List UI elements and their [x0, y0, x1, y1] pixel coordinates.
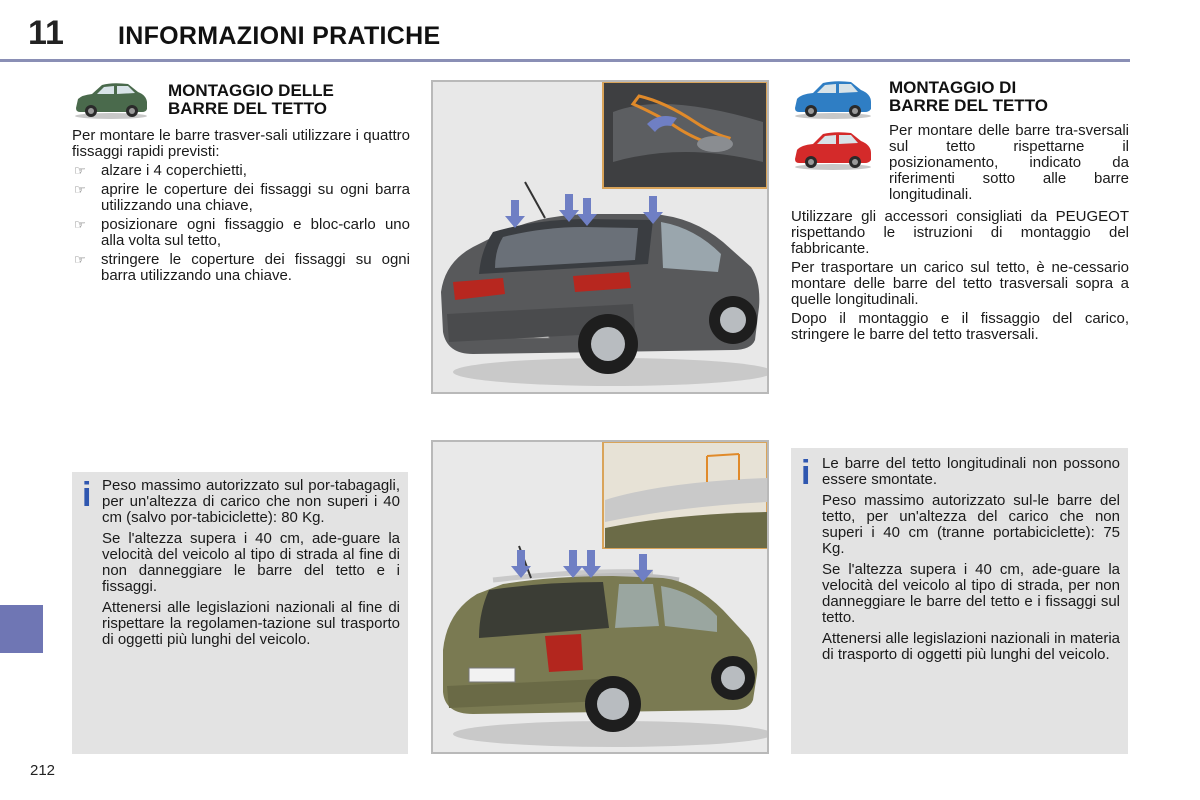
info-paragraph: Le barre del tetto longitudinali non possono essere smontate. [822, 455, 1120, 488]
right-section [791, 78, 1129, 346]
right-section-title-line2: BARRE DEL TETTO [889, 96, 1048, 115]
right-section-paragraph: Dopo il montaggio e il fissaggio del carico, stringere le barre del tetto trasversali. [791, 310, 1129, 343]
page-number: 212 [30, 762, 56, 779]
info-paragraph: Attenersi alle legislazioni nazionali al fine di rispettare la regolamen-tazione sul trasporto di oggetti più lunghi del veicolo. [102, 599, 400, 648]
hatchback-roof-photo [431, 80, 769, 394]
info-box-right [791, 448, 1128, 754]
pointing-hand-icon: ☞ [74, 217, 86, 232]
info-paragraph: Peso massimo autorizzato sul-le barre del tetto, per un'altezza del carico che non superi i 40 cm (tranne portabiciclette): 75 Kg. [822, 492, 1120, 557]
header-rule [0, 59, 1130, 62]
info-paragraph: Se l'altezza supera i 40 cm, ade-guare la velocità del veicolo al tipo di strada, per non danneggiare le barre del tetto e i fissaggi sul tetto. [822, 561, 1120, 626]
chapter-side-tab [0, 605, 43, 653]
hatchback-car-icon [72, 80, 150, 120]
right-section-title-line1: MONTAGGIO DI [889, 78, 1017, 97]
red-car-icon [791, 129, 875, 171]
left-section-intro: Per montare le barre trasver-sali utilizzare i quattro fissaggi rapidi previsti: [72, 127, 410, 160]
info-icon: i [82, 476, 92, 514]
list-item: ☞ alzare i 4 coperchietti, [74, 162, 247, 179]
left-section [72, 78, 410, 287]
station-wagon-roof-photo [431, 440, 769, 754]
info-box-left [72, 472, 408, 754]
right-section-paragraph: Per trasportare un carico sul tetto, è ne-cessario montare delle barre del tetto trasversali sopra a quelle longitudinali. [791, 259, 1129, 308]
list-item: ☞ posizionare ogni fissaggio e bloc-carlo uno alla volta sul tetto, [74, 216, 410, 249]
left-section-header [72, 78, 410, 122]
chapter-title: INFORMAZIONI PRATICHE [118, 22, 441, 50]
info-paragraph: Peso massimo autorizzato sul por-tabagagli, per un'altezza di carico che non superi i 40 cm (salvo por-tabiciclette): 80 Kg. [102, 477, 400, 526]
list-item: ☞ aprire le coperture dei fissaggi su ogni barra utilizzando una chiave, [74, 181, 410, 214]
list-item: ☞ stringere le coperture dei fissaggi su ogni barra utilizzando una chiave. [74, 251, 410, 284]
info-paragraph: Se l'altezza supera i 40 cm, ade-guare la velocità del veicolo al tipo di strada al fine di non danneggiare le barre del tetto e i fissaggi. [102, 530, 400, 595]
info-paragraph: Attenersi alle legislazioni nazionali in materia di trasporto di oggetti più lunghi del veicolo. [822, 630, 1120, 663]
left-section-bullets [72, 163, 410, 284]
left-section-title-line1: MONTAGGIO DELLE [168, 81, 334, 100]
info-icon: i [801, 454, 811, 492]
pointing-hand-icon: ☞ [74, 252, 86, 267]
blue-car-icon [791, 78, 875, 120]
right-section-intro: Per montare delle barre tra-sversali sul tetto rispettarne il posizionamento, indicato da riferimenti sotto alle barre longitudinali. [889, 122, 1129, 203]
pointing-hand-icon: ☞ [74, 182, 86, 197]
left-section-title-line2: BARRE DEL TETTO [168, 99, 327, 118]
chapter-number: 11 [28, 14, 64, 52]
pointing-hand-icon: ☞ [74, 163, 86, 178]
right-section-paragraph: Utilizzare gli accessori consigliati da PEUGEOT rispettando le istruzioni di montaggio del fabbricante. [791, 208, 1129, 257]
